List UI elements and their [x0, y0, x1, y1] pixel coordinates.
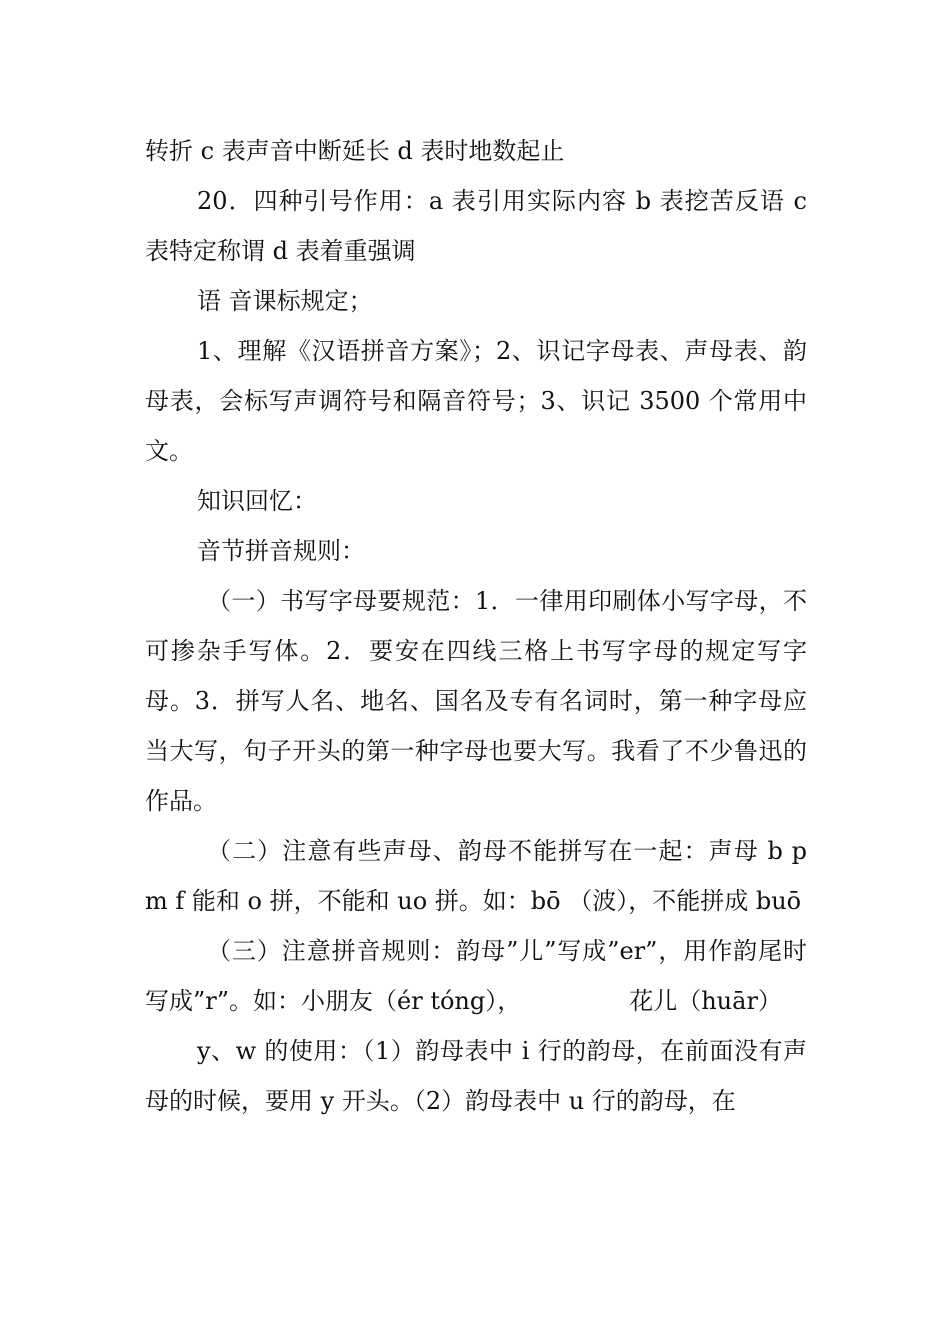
paragraph-phonetics-standard: 1、理解《汉语拼音方案》；2、识记字母表、声母表、韵母表，会标写声调符号和隔音符号；3、识记 3500 个常用中文。 [145, 337, 807, 465]
paragraph-knowledge-review: 知识回忆： [197, 487, 317, 515]
paragraph-yw-usage: y、w 的使用：（1）韵母表中 i 行的韵母，在前面没有声母的时候，要用 y 开头。（2）韵母表中 u 行的韵母，在 [145, 1037, 807, 1115]
paragraph-quote-marks: 20．四种引号作用：a 表引用实际内容 b 表挖苦反语 c 表特定称谓 d 表着重强调 [145, 187, 807, 265]
paragraph-syllable-rules: 音节拼音规则： [197, 537, 365, 565]
paragraph-continuation: 转折 c 表声音中断延长 d 表时地数起止 [145, 137, 565, 165]
paragraph-rule-one: （一）书写字母要规范：1．一律用印刷体小写字母，不可掺杂手写体。2．要安在四线三格上书写字母的规定写字母。3．拼写人名、地名、国名及专有名词时，第一种字母应当大写，句子开头的第一种字母也要大写。我看了不少鲁迅的作品。 [145, 587, 807, 815]
paragraph-rule-three: （三）注意拼音规则：韵母”儿”写成”er”，用作韵尾时写成”r”。如：小朋友（ér tóng）， 花儿（huār） [145, 937, 807, 1015]
document-body [145, 126, 807, 1126]
paragraph-rule-two: （二）注意有些声母、韵母不能拼写在一起：声母 b p m f 能和 o 拼，不能和 uo 拼。如：bō （波），不能拼成 buō [145, 837, 807, 915]
paragraph-phonetics-standard-heading: 语 音课标规定； [197, 287, 373, 315]
